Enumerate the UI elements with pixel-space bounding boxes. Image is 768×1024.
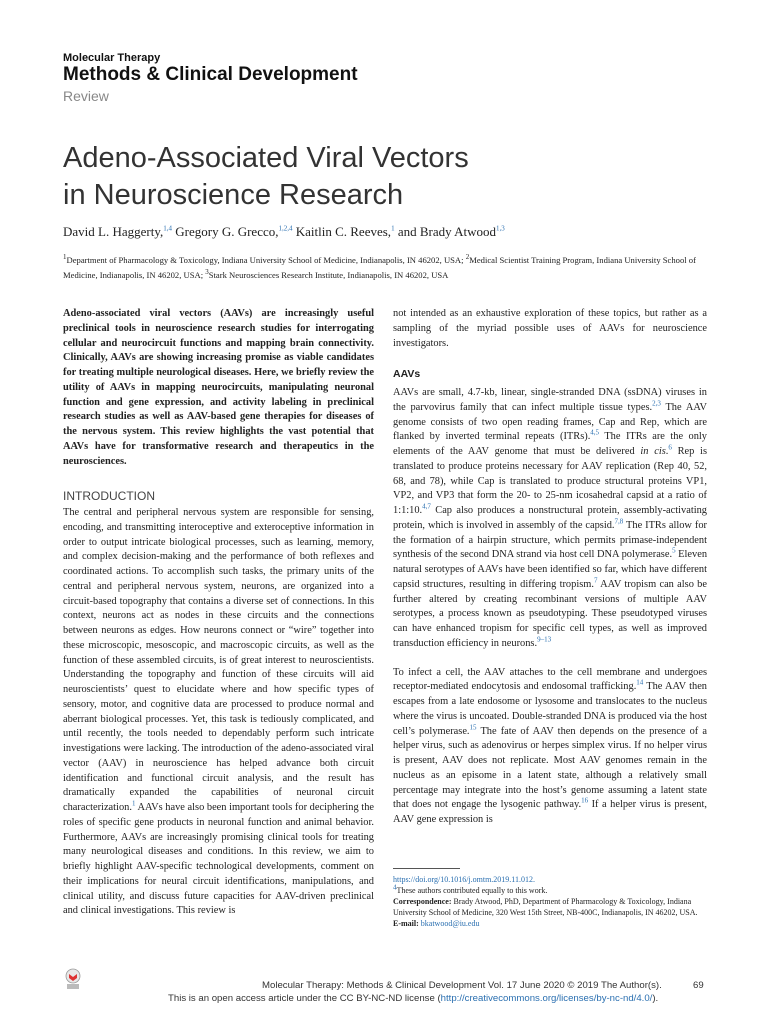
equal-contrib-note: These authors contributed equally to this work. [396, 886, 548, 895]
body-text: . [665, 446, 669, 457]
citation-link[interactable]: 7,8 [614, 517, 624, 526]
citation-link[interactable]: 4,7 [422, 502, 431, 511]
body-text: The fate of AAV then depends on the presence of a helper virus, such as adenovirus or herpes simplex virus. If no helper virus is present, AAV does not replicate. Most AAV genomes remain in the nucleus as an episome in a latent state, although a relatively small percentage may integrate into the host’s genome assuming a latent state that does not engage the lysogenic pathway. [393, 725, 707, 811]
article-type: Review [63, 88, 109, 104]
intro-paragraph-end: not intended as an exhaustive exploration of these topics, but rather as a sampling of the myriad possible uses of AAVs for neuroscience investigators. [393, 308, 707, 349]
right-column [393, 307, 707, 828]
body-text: The ITRs allow for the formation of a hairpin structure, which permits primase-independent synthesis of the second DNA strand via host cell DNA polymerase. [393, 519, 707, 561]
equal-contrib-sup: 4 [393, 883, 397, 892]
affil-sup: 3 [205, 268, 209, 277]
title-line-1: Adeno-Associated Viral Vectors [63, 142, 469, 174]
body-text: AAVs are small, 4.7-kb, linear, single-stranded DNA (ssDNA) viruses in the parvovirus family that can infect multiple tissue types. [393, 387, 707, 413]
body-text: The AAV genome consists of two open reading frames, Cap and Rep, which are flanked by inverted terminal repeats (ITRs). [393, 401, 707, 443]
email-label: E-mail: [393, 919, 419, 928]
citation-link[interactable]: 5 [672, 546, 676, 555]
paragraph-gap [393, 652, 707, 666]
affil-sup: 2 [465, 253, 470, 262]
citation-link[interactable]: 1 [131, 799, 136, 808]
journal-name: Methods & Clinical Development [63, 64, 358, 85]
aavs-heading: AAVs [393, 368, 421, 381]
left-column [63, 307, 374, 919]
citation-link[interactable]: 14 [636, 678, 644, 687]
intro-paragraph [63, 506, 374, 919]
footer-citation: Molecular Therapy: Methods & Clinical Development Vol. 17 June 2020 © 2019 The Author(s). [262, 980, 662, 991]
affiliation-text: Medical Scientist Training Program, Indiana University School of Medicine, Indianapolis, IN 46202, USA; [63, 255, 696, 280]
page-number: 69 [693, 980, 704, 991]
correspondence-text: Brady Atwood, PhD, Department of Pharmacology & Toxicology, Indiana University School of Medicine, 320 West 15th Street, NB-400C, Indianapolis, IN 46202, USA. [393, 897, 698, 917]
author-affil-sup[interactable]: 1,4 [163, 224, 172, 233]
citation-link[interactable]: 9–13 [537, 635, 552, 644]
license-link[interactable]: http://creativecommons.org/licenses/by-nc-nd/4.0/ [440, 993, 653, 1004]
license-text: This is an open access article under the CC BY-NC-ND license ( [168, 993, 441, 1004]
intro-heading: INTRODUCTION [63, 489, 155, 504]
footnotes [393, 874, 707, 929]
body-text: If a helper virus is present, AAV gene expression is [393, 799, 707, 825]
email-link[interactable]: bkatwood@iu.edu [420, 919, 480, 928]
correspondence-label: Correspondence: [393, 897, 452, 906]
article-title [63, 140, 703, 214]
author-affil-sup[interactable]: 1,2,4 [278, 224, 293, 233]
crossmark-icon[interactable] [63, 968, 83, 990]
affil-sup: 1 [63, 253, 67, 262]
footer-license [168, 993, 658, 1004]
author-list [63, 224, 505, 240]
author-affil-sup[interactable]: 1 [391, 224, 395, 233]
body-text: To infect a cell, the AAV attaches to the cell membrane and undergoes receptor-mediated endocytosis and endosomal trafficking. [393, 666, 707, 693]
aavs-paragraph-2 [393, 666, 707, 828]
author-name: Gregory G. Grecco, [175, 224, 279, 239]
aavs-paragraph-1 [393, 386, 707, 652]
author-name: and Brady Atwood [397, 224, 497, 239]
citation-link[interactable]: 7 [593, 576, 598, 585]
body-text: Cap also produces a nonstructural protein, assembly-activating protein, which is involved in assembly of the capsid. [393, 505, 707, 531]
body-text: The central and peripheral nervous system are responsible for sensing, encoding, and transmitting interoceptive and exteroceptive information in order to output intricate biological processes, such as learning, memory, and complex decision-making and the performance of both reflexes and coordinated actions. To accomplish such tasks, the primary units of the central and peripheral nervous system, neurons, are organized into a circuit-based topography that contains a diverse set of connections. In this context, neurons act as nodes in these circuits and the connections between neurons as edges. How neurons connect or “wire” together into these microscopic, mesoscopic, and macroscopic circuits, as well as the function of these assembled circuits, is of great interest to neuroscientists. Understanding the topography and function of these circuits will aid neuroscientists’ quest to elucidate where and how specific types of sensory, motor, and cognitive data are processed to produce normal and aberrant biological processes. Yet, this task is tediously complicated, and until recently, the tools needed to dependably perform such intricate investigations were lacking. The introduction of the adeno-associated viral vector (AAV) in neuroscience has helped advance both circuit identification and functional circuit analysis, and the result has dramatically expanded the capabilities of neuronal circuit characterization. [63, 507, 374, 813]
author-affil-sup[interactable]: 1,3 [496, 224, 505, 233]
doi-link[interactable]: https://doi.org/10.1016/j.omtm.2019.11.012. [393, 875, 536, 884]
citation-link[interactable]: 6 [668, 443, 672, 452]
italic-text: in cis [640, 446, 666, 457]
citation-link[interactable]: 16 [581, 796, 589, 805]
author-name: David L. Haggerty, [63, 224, 164, 239]
body-text: The ITRs are the only elements of the AAV genome that must be delivered [393, 431, 708, 457]
body-text: Rep is translated to produce proteins necessary for AAV replication (Rep 40, 52, 68, and 78), while Cap is translated to produce structural proteins VP1, VP2, and VP3 that form the 20- to 25-nm icosahedral capsid at a ratio of 1:1:10. [393, 446, 707, 516]
body-text: AAVs have also been important tools for deciphering the roles of specific gene products in neuronal function and animal behavior. Furthermore, AAVs are increasingly promising clinical tools for treating many neurological diseases and conditions. In this review, we aim to briefly highlight AAV-specific technological developments, comment on their implications for neural circuit identifications, manipulations, and clinical utility, and discuss future capacities for AAV-driven preclinical and clinical investigations. This review is [63, 802, 374, 917]
body-text: The AAV then escapes from a late endosome or lysosome and translocates to the nucleus where the virus is uncoated. Double-stranded DNA is produced via the host cell’s polymerase. [393, 681, 707, 737]
citation-link[interactable]: 2,3 [652, 399, 661, 408]
title-line-2: in Neuroscience Research [63, 179, 404, 211]
journal-name-small: Molecular Therapy [63, 52, 161, 64]
footnote-rule [393, 868, 460, 869]
affiliation-text: Stark Neurosciences Research Institute, Indianapolis, IN 46202, USA [208, 270, 449, 280]
affiliations [63, 253, 708, 283]
citation-link[interactable]: 15 [469, 723, 477, 732]
author-name: Kaitlin C. Reeves, [295, 224, 392, 239]
body-text: Eleven natural serotypes of AAVs have been identified so far, which have different capsid structures, resulting in differing tropism. [393, 549, 708, 590]
citation-link[interactable]: 4,5 [590, 428, 600, 437]
affiliation-text: Department of Pharmacology & Toxicology, Indiana University School of Medicine, Indianapolis, IN 46202, USA; [66, 255, 466, 265]
abstract: Adeno-associated viral vectors (AAVs) are increasingly useful preclinical tools in neuroscience research studies for interrogating cellular and neurocircuit functions and mapping brain connectivity. Clinically, AAVs are showing increasing promise as viable candidates for treating multiple neurological diseases. Here, we briefly review the utility of AAVs in mapping neurocircuits, manipulating neuronal function and gene expression, and activity labeling in preclinical research studies as well as AAV-based gene therapies for diseases of the nervous system. This review highlights the vast potential that AAVs have for transformative research and therapeutics in the neurosciences. [63, 308, 374, 467]
body-text: AAV tropism can also be further altered by creating recombinant versions of multiple AAV serotypes, a process known as pseudotyping. These pseudotyped viruses can have enhanced tropism for specific cell types, as well as improved transduction efficiency in neurons. [393, 578, 707, 649]
license-text: ). [652, 993, 659, 1004]
